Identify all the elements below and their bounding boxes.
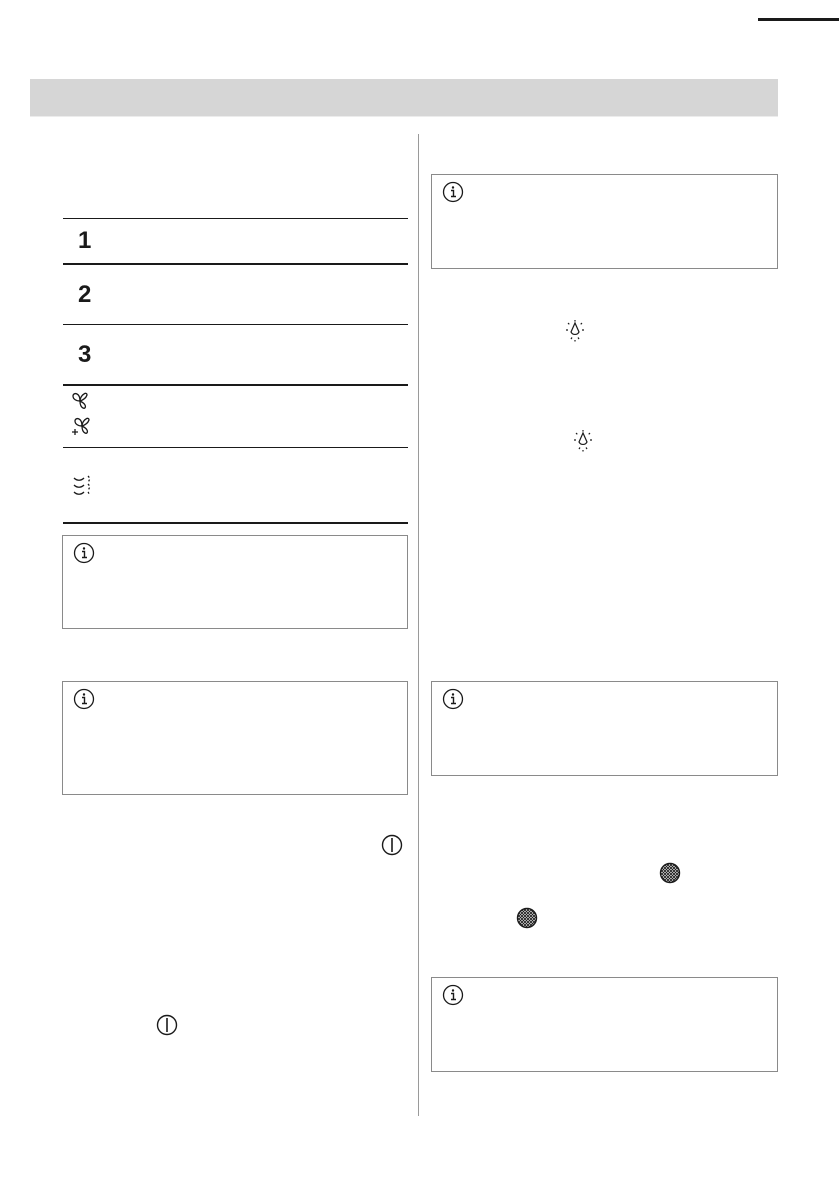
table-rule — [63, 447, 408, 448]
speed-1-label: 1 — [78, 227, 92, 254]
info-icon — [73, 688, 95, 710]
grease-filter-icon — [659, 862, 681, 884]
top-corner-rule — [758, 18, 839, 21]
steam-icon — [72, 473, 96, 497]
info-note-box — [431, 174, 778, 269]
info-icon — [73, 542, 95, 564]
info-icon — [442, 688, 464, 710]
info-note-box — [431, 977, 778, 1072]
info-note-box — [62, 535, 408, 629]
fan-boost-icon — [70, 417, 92, 437]
info-icon — [442, 984, 464, 1006]
table-rule — [63, 384, 408, 386]
power-icon — [381, 834, 403, 856]
speed-3-label: 3 — [78, 341, 92, 368]
section-header-band — [30, 79, 778, 116]
fan-icon — [70, 392, 90, 410]
grease-filter-icon — [516, 907, 538, 929]
column-divider — [418, 134, 419, 1116]
power-icon — [156, 1014, 178, 1036]
table-rule — [63, 324, 408, 325]
table-rule — [63, 522, 408, 524]
light-bulb-icon — [563, 319, 587, 343]
info-icon — [442, 181, 464, 203]
speed-2-label: 2 — [78, 281, 92, 308]
light-bulb-icon — [571, 429, 595, 453]
table-rule — [63, 263, 408, 265]
table-rule — [63, 218, 408, 219]
info-note-box — [62, 681, 408, 795]
info-note-box — [431, 681, 778, 776]
header-underline — [30, 116, 778, 117]
